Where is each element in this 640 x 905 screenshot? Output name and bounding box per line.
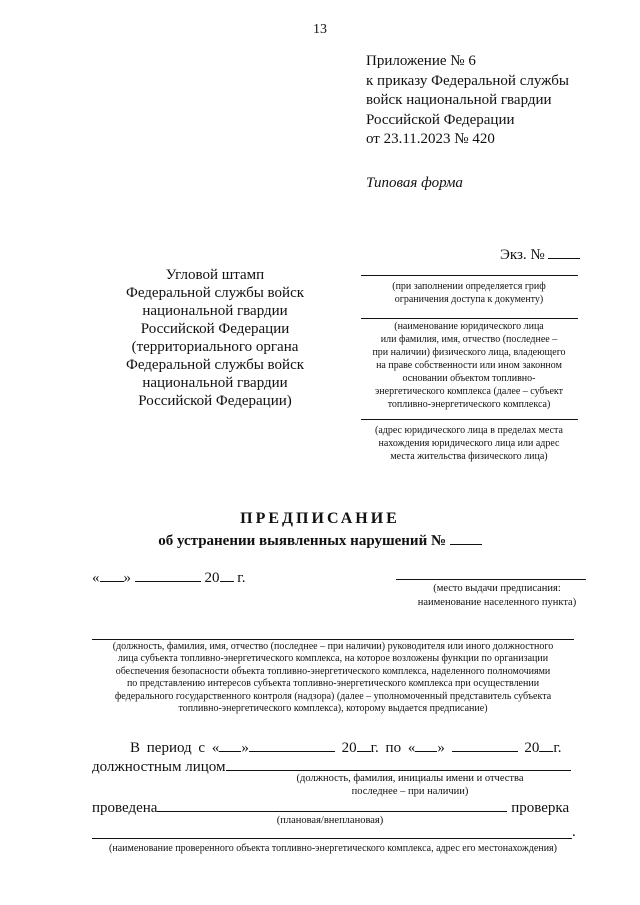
appendix-line: войск национальной гвардии bbox=[366, 92, 552, 108]
copy-number bbox=[500, 244, 580, 264]
stamp-line: Федеральной службы войск bbox=[125, 357, 305, 373]
appendix-line: Приложение № 6 bbox=[366, 53, 476, 69]
inspected-object-caption: (наименование проверенного объекта топливно-энергетического комплекса, адрес его местонахождения) bbox=[109, 843, 557, 854]
issue-month-field[interactable] bbox=[135, 567, 201, 582]
period-end-year-field[interactable] bbox=[539, 737, 553, 752]
order-number-field[interactable] bbox=[450, 530, 482, 545]
period-start-day-field[interactable] bbox=[219, 737, 241, 752]
stamp-line: Российской Федерации bbox=[140, 321, 290, 337]
form-type-label: Типовая форма bbox=[366, 175, 463, 191]
issue-place-field[interactable] bbox=[396, 579, 586, 580]
entity-name-caption: (наименование юридического лица или фамилия, имя, отчество (последнее – при наличии) физического лица, владеющего на праве собственности или ином законном основании объектом топливно- энергетического комплекса (далее – субъект топливно-энергетического комплекса) bbox=[372, 321, 566, 410]
corner-stamp-placeholder bbox=[112, 266, 318, 410]
copy-number-label: Экз. № bbox=[500, 247, 545, 263]
official-caption: (должность, фамилия, имя, отчество (последнее – при наличии) руководителя или иного должностного лица субъекта топливно-энергетического комплекса, на которое возложены функции по организации обеспечения безопасности объекта топливно-энергетического комплекса, наделенного полномочиями по представлению интересов субъекта топливно-энергетического комплекса при осуществлении федерального государственного контроля (надзора) (далее – уполномоченный представитель субъекта топливно-энергетического комплекса), которому выдается предписание) bbox=[112, 641, 554, 715]
appendix-header bbox=[366, 52, 569, 150]
stamp-line: (территориального органа bbox=[131, 339, 299, 355]
conducted-row: проведена проверка bbox=[92, 797, 569, 817]
period-start-month-field[interactable] bbox=[249, 737, 335, 752]
page-number: 13 bbox=[313, 22, 327, 37]
inspection-period-row: В период с « » 20 г. по « » 20 г. bbox=[130, 737, 562, 757]
inspector-caption: (должность, фамилия, инициалы имени и отчества последнее – при наличии) bbox=[296, 773, 524, 797]
issue-year-field[interactable] bbox=[220, 567, 234, 582]
inspected-object-field[interactable] bbox=[92, 838, 572, 839]
appendix-line: Российской Федерации bbox=[366, 111, 515, 128]
document-title: ПРЕДПИСАНИЕ bbox=[240, 510, 400, 527]
stamp-line: национальной гвардии bbox=[142, 375, 288, 391]
address-caption: (адрес юридического лица в пределах места нахождения юридического лица или адрес места жительства физического лица) bbox=[375, 425, 563, 462]
inspection-type-field[interactable] bbox=[157, 797, 507, 812]
inspection-type-caption: (плановая/внеплановая) bbox=[276, 815, 384, 826]
inspector-field[interactable] bbox=[226, 756, 571, 771]
period-end-day-field[interactable] bbox=[415, 737, 437, 752]
stamp-line: Федеральной службы войск bbox=[125, 285, 305, 301]
stamp-line: Угловой штамп bbox=[165, 267, 265, 283]
inspector-row: должностным лицом bbox=[92, 756, 571, 776]
document-subtitle: об устранении выявленных нарушений № bbox=[0, 530, 640, 550]
classification-field[interactable] bbox=[361, 275, 578, 276]
object-end-dot: . bbox=[572, 824, 576, 840]
stamp-line: Российской Федерации) bbox=[138, 393, 292, 409]
period-start-year-field[interactable] bbox=[357, 737, 371, 752]
classification-caption: (при заполнении определяется гриф ограничения доступа к документу) bbox=[392, 281, 546, 305]
official-field[interactable] bbox=[92, 639, 574, 640]
issue-date-row: « » 20 г. bbox=[92, 567, 245, 587]
period-end-month-field[interactable] bbox=[452, 737, 518, 752]
copy-number-field[interactable] bbox=[548, 244, 580, 259]
issue-day-field[interactable] bbox=[100, 567, 124, 582]
stamp-line: национальной гвардии bbox=[142, 303, 288, 319]
issue-place-caption: (место выдачи предписания: наименование населенного пункта) bbox=[417, 583, 577, 608]
appendix-line: к приказу Федеральной службы bbox=[366, 72, 570, 89]
appendix-line: от 23.11.2023 № 420 bbox=[366, 131, 495, 147]
entity-name-field[interactable] bbox=[361, 318, 578, 319]
address-field[interactable] bbox=[361, 419, 578, 420]
